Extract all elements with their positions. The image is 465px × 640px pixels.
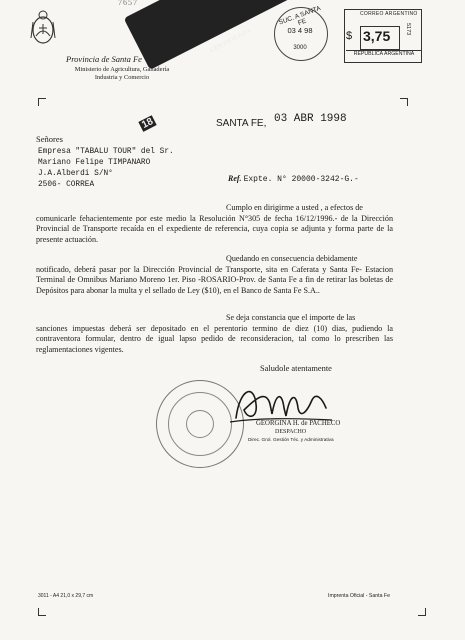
recipient-salutation: Señores — [36, 134, 63, 144]
postmark-date: 03 4 98 — [287, 26, 313, 35]
recipient-line-2: Mariano Felipe TIMPANARO — [38, 159, 151, 167]
reference-value: Expte. N° 20000-3242-G.- — [243, 175, 359, 184]
postmark-zip: 3000 — [293, 45, 307, 51]
paragraph-3-first-line: Se deja constancia que el importe de las — [226, 313, 356, 322]
paragraph-1 — [36, 203, 393, 245]
postage-currency: $ — [346, 30, 353, 42]
official-seal-center — [186, 410, 214, 438]
provincial-crest-icon — [30, 8, 56, 48]
postage-side-code: 5173 — [405, 23, 411, 36]
postage-header: CORREO ARGENTINO — [360, 11, 418, 17]
signer-office: Direc. Grol. Gestión Téc. y Administrativa — [248, 437, 334, 442]
postage-value: 3,75 — [363, 28, 391, 44]
recipient-line-1: Empresa "TABALU TOUR" del Sr. — [38, 148, 174, 156]
printer-credit: Imprenta Oficial - Santa Fe — [328, 593, 390, 599]
top-scrawl: 7657 — [118, 0, 138, 7]
province-name: Provincia de Santa Fe — [66, 54, 142, 64]
date-value: 03 ABR 1998 — [274, 113, 347, 125]
postmark-office: SUC. A SANTA FE — [277, 4, 322, 27]
date-city: SANTA FE, — [216, 118, 267, 129]
recipient-line-4: 2506- CORREA — [38, 181, 95, 189]
form-code: 3011 - A4 21,0 x 29,7 cm — [38, 593, 94, 599]
paragraph-2 — [36, 254, 393, 296]
corner-mark-bottom-left — [38, 608, 46, 616]
ministry-line-2: Industria y Comercio — [94, 74, 150, 81]
closing-salutation: Saludole atentamente — [260, 364, 332, 373]
paragraph-1-first-line: Cumplo en dirigirme a usted , a efectos de — [226, 203, 363, 212]
ministry-name — [62, 66, 182, 82]
postage-country: REPUBLICA ARGENTINA — [346, 50, 422, 57]
ministry-line-1: Ministerio de Agricultura, Ganadería — [74, 66, 170, 73]
corner-mark-bottom-right — [418, 608, 426, 616]
certified-number: 18 — [140, 116, 156, 131]
signer-name: GEORGINA H. de PACHECO — [256, 420, 341, 427]
reference-label: Ref. — [228, 174, 242, 183]
paragraph-2-rest: notificado, deberá pasar por la Dirección Provincial de Transporte, sita en Caferata y Santa Fe- Estacion Terminal de Omnibus Mariano Moreno 1er. Piso -ROSARIO-Prov. de Santa Fe a fin de retirar las boletas de Depósitos para abonar la multa y el sellado de Ley ($10), en el Banco de Santa Fe S.A.. — [36, 264, 393, 295]
paragraph-3-rest: sanciones impuestas deberá ser depositado en el perentorio termino de diez (10) dias, pudiendo la contraventora formular, dentro de igual lapso pedido de reconsideracion, tal como lo prescriben las reglamentaciones vigentes. — [36, 323, 393, 354]
paragraph-2-first-line: Quedando en consecuencia debidamente — [226, 254, 358, 263]
certified-label: CERTIFICADA — [209, 27, 254, 55]
reference — [228, 174, 359, 184]
corner-mark-top-left — [38, 98, 46, 106]
corner-mark-top-right — [400, 98, 408, 106]
handwritten-signature — [226, 378, 336, 426]
signer-role: DESPACHO — [275, 429, 307, 435]
recipient-line-3: J.A.Alberdi S/N° — [38, 170, 113, 178]
paragraph-1-rest: comunicarle fehacientemente por este medio la Resolución N°305 de fecha 16/12/1996.- de la Dirección Provincial de Transporte recaída en el expediente de referencia, cuya copia se adjunta y forma parte de la presente actuación. — [36, 213, 393, 244]
paragraph-3 — [36, 313, 393, 355]
